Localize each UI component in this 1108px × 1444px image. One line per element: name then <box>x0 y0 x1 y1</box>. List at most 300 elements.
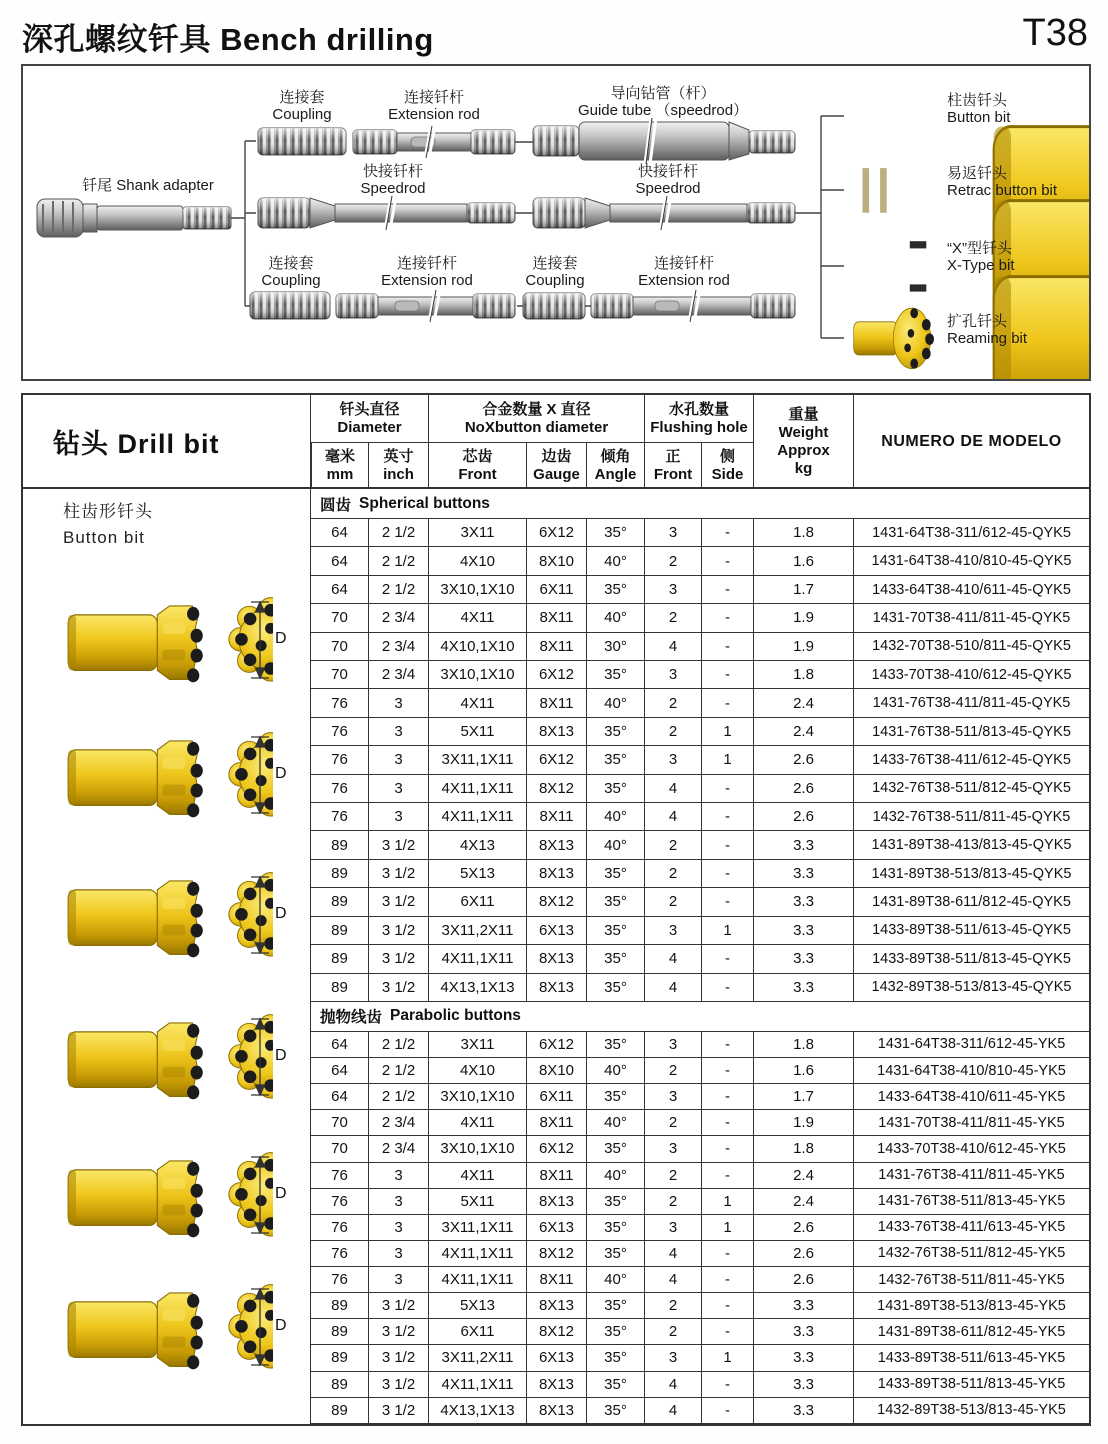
diameter-inch: 3 <box>368 1215 428 1241</box>
gauge-buttons: 8X13 <box>526 831 586 859</box>
flushing-side: - <box>701 1084 753 1110</box>
weight: 3.3 <box>753 1372 853 1398</box>
diameter-dimension-label: D <box>275 1047 287 1064</box>
angle: 35° <box>586 1189 644 1215</box>
flushing-side: - <box>701 945 753 973</box>
diameter-mm: 70 <box>311 1136 368 1162</box>
model-number: 1433-89T38-511/613-45-YK5 <box>853 1345 1089 1371</box>
section-spherical <box>311 489 1089 1002</box>
diameter-dimension-label: D <box>275 1185 287 1202</box>
diameter-inch: 3 <box>368 803 428 831</box>
front-buttons: 4X11,1X11 <box>428 1372 526 1398</box>
model-number: 1433-64T38-410/611-45-QYK5 <box>853 576 1089 604</box>
diameter-inch: 3 1/2 <box>368 860 428 888</box>
bit-figure <box>35 867 303 967</box>
table-row <box>311 1136 1089 1162</box>
flushing-front: 3 <box>644 1215 701 1241</box>
diameter-inch: 2 1/2 <box>368 1058 428 1084</box>
diameter-inch: 3 1/2 <box>368 1372 428 1398</box>
flushing-side: - <box>701 547 753 575</box>
flushing-side: 1 <box>701 1189 753 1215</box>
angle: 35° <box>586 519 644 547</box>
label-retrac-button-bit: 易返钎头 Retrac button bit <box>947 165 1058 199</box>
flushing-side: - <box>701 974 753 1002</box>
diameter-inch: 3 1/2 <box>368 831 428 859</box>
table-row <box>311 1398 1089 1424</box>
flushing-front: 4 <box>644 1398 701 1424</box>
gauge-buttons: 8X13 <box>526 1372 586 1398</box>
diameter-inch: 2 1/2 <box>368 519 428 547</box>
subheader-mm: 毫米 mm <box>311 443 368 489</box>
flushing-side: - <box>701 1241 753 1267</box>
diameter-mm: 76 <box>311 1189 368 1215</box>
table-row <box>311 1293 1089 1319</box>
flushing-front: 4 <box>644 803 701 831</box>
gauge-buttons: 6X12 <box>526 519 586 547</box>
front-buttons: 4X11,1X11 <box>428 1241 526 1267</box>
table-title: 钻头 Drill bit <box>53 428 220 459</box>
angle: 40° <box>586 689 644 717</box>
angle: 35° <box>586 746 644 774</box>
diameter-mm: 76 <box>311 718 368 746</box>
diameter-mm: 64 <box>311 519 368 547</box>
label-extension-rod-1: 连接钎杆 Extension rod <box>388 89 480 123</box>
model-number: 1432-76T38-511/812-45-YK5 <box>853 1241 1089 1267</box>
front-buttons: 3X10,1X10 <box>428 576 526 604</box>
gauge-buttons: 8X11 <box>526 803 586 831</box>
label-coupling-1: 连接套 Coupling <box>272 89 332 123</box>
angle: 35° <box>586 1241 644 1267</box>
table-row <box>311 746 1089 774</box>
front-buttons: 4X10 <box>428 1058 526 1084</box>
weight: 1.6 <box>753 547 853 575</box>
angle: 35° <box>586 1293 644 1319</box>
diameter-inch: 3 1/2 <box>368 974 428 1002</box>
table-row <box>311 1267 1089 1293</box>
weight: 3.3 <box>753 1319 853 1345</box>
model-number: 1433-70T38-410/612-45-QYK5 <box>853 661 1089 689</box>
flushing-front: 2 <box>644 1163 701 1189</box>
table-row <box>311 1345 1089 1371</box>
coupling-illustration-3 <box>523 293 585 319</box>
speedrod-illustration-2 <box>533 196 795 230</box>
table-row <box>311 945 1089 973</box>
section-header <box>311 489 1089 519</box>
flushing-front: 3 <box>644 576 701 604</box>
diameter-inch: 3 <box>368 1267 428 1293</box>
flushing-side: 1 <box>701 1215 753 1241</box>
model-number: 1433-89T38-511/613-45-QYK5 <box>853 917 1089 945</box>
label-guide-tube: 导向钻管（杆） Guide tube （speedrod） <box>577 85 749 119</box>
gauge-buttons: 8X12 <box>526 1241 586 1267</box>
weight: 3.3 <box>753 1398 853 1424</box>
weight: 1.8 <box>753 1032 853 1058</box>
diameter-mm: 70 <box>311 633 368 661</box>
weight: 1.8 <box>753 661 853 689</box>
front-buttons: 5X13 <box>428 860 526 888</box>
front-buttons: 3X10,1X10 <box>428 1136 526 1162</box>
weight: 1.8 <box>753 1136 853 1162</box>
button-bit-type-label: 柱齿形钎头 Button bit <box>63 502 153 547</box>
weight: 1.6 <box>753 1058 853 1084</box>
diameter-inch: 3 <box>368 746 428 774</box>
diameter-inch: 2 1/2 <box>368 576 428 604</box>
model-number: 1431-76T38-511/813-45-YK5 <box>853 1189 1089 1215</box>
angle: 35° <box>586 661 644 689</box>
diameter-mm: 89 <box>311 1372 368 1398</box>
diameter-dimension-label: D <box>275 1317 287 1334</box>
diameter-mm: 76 <box>311 1215 368 1241</box>
gauge-buttons: 6X12 <box>526 1136 586 1162</box>
coupling-illustration-1 <box>258 128 346 155</box>
diameter-mm: 89 <box>311 917 368 945</box>
table-row <box>311 576 1089 604</box>
angle: 35° <box>586 1215 644 1241</box>
weight: 2.6 <box>753 746 853 774</box>
bit-figure-art <box>35 1009 273 1105</box>
front-buttons: 3X11 <box>428 1032 526 1058</box>
front-buttons: 3X11,2X11 <box>428 917 526 945</box>
product-code: T38 <box>1022 12 1088 54</box>
front-buttons: 4X11,1X11 <box>428 1267 526 1293</box>
diameter-inch: 3 1/2 <box>368 1345 428 1371</box>
flushing-side: - <box>701 775 753 803</box>
flushing-front: 2 <box>644 1293 701 1319</box>
flushing-side: - <box>701 831 753 859</box>
label-extension-rod-3: 连接钎杆 Extension rod <box>638 255 730 289</box>
angle: 35° <box>586 718 644 746</box>
model-number: 1431-64T38-311/612-45-QYK5 <box>853 519 1089 547</box>
front-buttons: 3X11,1X11 <box>428 746 526 774</box>
table-row <box>311 1084 1089 1110</box>
flushing-side: - <box>701 803 753 831</box>
drill-bit-header-cell <box>23 395 310 489</box>
spec-data-column <box>311 395 1089 1424</box>
flushing-side: 1 <box>701 718 753 746</box>
angle: 40° <box>586 1110 644 1136</box>
front-buttons: 5X11 <box>428 1189 526 1215</box>
gauge-buttons: 8X11 <box>526 633 586 661</box>
flushing-side: - <box>701 860 753 888</box>
diameter-mm: 64 <box>311 1032 368 1058</box>
angle: 40° <box>586 1058 644 1084</box>
flushing-front: 4 <box>644 1241 701 1267</box>
flushing-front: 2 <box>644 1110 701 1136</box>
flushing-side: - <box>701 1032 753 1058</box>
diameter-inch: 3 <box>368 775 428 803</box>
label-shank-adapter: 钎尾 Shank adapter <box>82 177 214 194</box>
flushing-side: - <box>701 1267 753 1293</box>
angle: 40° <box>586 604 644 632</box>
weight: 1.7 <box>753 1084 853 1110</box>
front-buttons: 6X11 <box>428 888 526 916</box>
subheader-inch: 英寸 inch <box>368 443 428 489</box>
weight: 2.4 <box>753 689 853 717</box>
page-title <box>22 14 434 59</box>
angle: 35° <box>586 1398 644 1424</box>
gauge-buttons: 8X13 <box>526 1293 586 1319</box>
weight: 2.4 <box>753 718 853 746</box>
table-row <box>311 1110 1089 1136</box>
gauge-buttons: 6X12 <box>526 1032 586 1058</box>
model-number: 1432-76T38-511/811-45-YK5 <box>853 1267 1089 1293</box>
table-row <box>311 974 1089 1002</box>
weight: 2.6 <box>753 775 853 803</box>
angle: 35° <box>586 576 644 604</box>
front-buttons: 3X11,2X11 <box>428 1345 526 1371</box>
angle: 35° <box>586 860 644 888</box>
diameter-inch: 3 <box>368 1189 428 1215</box>
flushing-side: - <box>701 576 753 604</box>
model-number: 1431-76T38-411/811-45-YK5 <box>853 1163 1089 1189</box>
model-number: 1433-76T38-411/612-45-QYK5 <box>853 746 1089 774</box>
weight: 3.3 <box>753 860 853 888</box>
flushing-side: - <box>701 1110 753 1136</box>
flushing-side: - <box>701 633 753 661</box>
flushing-side: - <box>701 689 753 717</box>
diameter-inch: 3 1/2 <box>368 888 428 916</box>
front-buttons: 4X13 <box>428 831 526 859</box>
coupling-illustration-2 <box>250 292 330 319</box>
flushing-front: 3 <box>644 661 701 689</box>
table-row <box>311 604 1089 632</box>
front-buttons: 3X10,1X10 <box>428 1084 526 1110</box>
front-buttons: 4X10,1X10 <box>428 633 526 661</box>
flushing-side: - <box>701 1058 753 1084</box>
model-number: 1432-76T38-511/812-45-QYK5 <box>853 775 1089 803</box>
front-buttons: 4X11 <box>428 689 526 717</box>
model-number: 1431-89T38-513/813-45-QYK5 <box>853 860 1089 888</box>
bit-figure-art <box>35 1279 273 1375</box>
weight: 3.3 <box>753 888 853 916</box>
gauge-buttons: 8X11 <box>526 604 586 632</box>
angle: 35° <box>586 1372 644 1398</box>
table-row <box>311 718 1089 746</box>
flushing-front: 4 <box>644 974 701 1002</box>
table-row <box>311 633 1089 661</box>
gauge-buttons: 6X11 <box>526 1084 586 1110</box>
angle: 35° <box>586 888 644 916</box>
flushing-side: - <box>701 1372 753 1398</box>
header-weight: 重量 Weight Approx kg <box>753 395 853 489</box>
flushing-front: 2 <box>644 547 701 575</box>
flushing-front: 2 <box>644 604 701 632</box>
flushing-side: - <box>701 1163 753 1189</box>
table-row <box>311 1241 1089 1267</box>
angle: 35° <box>586 1084 644 1110</box>
flushing-front: 4 <box>644 1372 701 1398</box>
label-reaming-bit: 扩孔钎头 Reaming bit <box>947 313 1028 347</box>
diameter-inch: 3 <box>368 1241 428 1267</box>
label-coupling-3: 连接套 Coupling <box>525 255 585 289</box>
diameter-inch: 2 1/2 <box>368 1032 428 1058</box>
flushing-side: - <box>701 1293 753 1319</box>
flushing-front: 3 <box>644 917 701 945</box>
diameter-inch: 2 3/4 <box>368 661 428 689</box>
diameter-inch: 3 <box>368 718 428 746</box>
bit-figure-art <box>35 867 273 963</box>
model-number: 1432-70T38-510/811-45-QYK5 <box>853 633 1089 661</box>
model-number: 1432-76T38-511/811-45-QYK5 <box>853 803 1089 831</box>
reaming-bit-illustration <box>854 308 934 368</box>
diameter-mm: 64 <box>311 576 368 604</box>
front-buttons: 5X13 <box>428 1293 526 1319</box>
bit-figure-art <box>35 1147 273 1243</box>
table-row <box>311 547 1089 575</box>
model-number: 1431-64T38-410/810-45-QYK5 <box>853 547 1089 575</box>
gauge-buttons: 8X13 <box>526 974 586 1002</box>
gauge-buttons: 8X13 <box>526 945 586 973</box>
diameter-mm: 76 <box>311 1241 368 1267</box>
diameter-mm: 89 <box>311 860 368 888</box>
front-buttons: 3X10,1X10 <box>428 661 526 689</box>
flushing-side: 1 <box>701 746 753 774</box>
model-number: 1433-76T38-411/613-45-YK5 <box>853 1215 1089 1241</box>
flushing-side: - <box>701 1136 753 1162</box>
diameter-mm: 89 <box>311 888 368 916</box>
extension-rod-illustration-1 <box>353 126 515 158</box>
gauge-buttons: 8X10 <box>526 1058 586 1084</box>
flushing-front: 2 <box>644 831 701 859</box>
section-label-zh: 抛物线齿 <box>320 1009 383 1027</box>
model-number: 1431-89T38-611/812-45-YK5 <box>853 1319 1089 1345</box>
flushing-front: 3 <box>644 1032 701 1058</box>
front-buttons: 4X11,1X11 <box>428 775 526 803</box>
diameter-inch: 3 1/2 <box>368 1319 428 1345</box>
label-speedrod-1: 快接钎杆 Speedrod <box>360 163 426 197</box>
weight: 3.3 <box>753 917 853 945</box>
angle: 35° <box>586 1136 644 1162</box>
subheader-front: 芯齿 Front <box>428 443 526 489</box>
front-buttons: 3X11,1X11 <box>428 1215 526 1241</box>
diameter-inch: 2 3/4 <box>368 1136 428 1162</box>
diameter-mm: 76 <box>311 775 368 803</box>
weight: 2.6 <box>753 1241 853 1267</box>
table-header <box>311 395 1089 489</box>
gauge-buttons: 6X11 <box>526 576 586 604</box>
diameter-mm: 89 <box>311 945 368 973</box>
model-number: 1431-70T38-411/811-45-YK5 <box>853 1110 1089 1136</box>
label-speedrod-2: 快接钎杆 Speedrod <box>635 163 701 197</box>
angle: 35° <box>586 945 644 973</box>
diameter-mm: 89 <box>311 1345 368 1371</box>
flushing-side: - <box>701 604 753 632</box>
table-body <box>311 489 1089 1424</box>
header-model-number: NUMERO DE MODELO <box>853 395 1089 489</box>
flushing-front: 3 <box>644 1084 701 1110</box>
front-buttons: 4X13,1X13 <box>428 1398 526 1424</box>
gauge-buttons: 8X10 <box>526 547 586 575</box>
diameter-mm: 76 <box>311 746 368 774</box>
weight: 1.8 <box>753 519 853 547</box>
angle: 40° <box>586 831 644 859</box>
flushing-front: 3 <box>644 1345 701 1371</box>
gauge-buttons: 6X13 <box>526 1215 586 1241</box>
table-row <box>311 661 1089 689</box>
diameter-mm: 64 <box>311 1084 368 1110</box>
model-number: 1431-89T38-513/813-45-YK5 <box>853 1293 1089 1319</box>
flushing-front: 4 <box>644 633 701 661</box>
table-row <box>311 1163 1089 1189</box>
table-row <box>311 917 1089 945</box>
angle: 40° <box>586 1267 644 1293</box>
table-row <box>311 1215 1089 1241</box>
section-label-en: Spherical buttons <box>359 494 490 512</box>
gauge-buttons: 8X13 <box>526 1398 586 1424</box>
weight: 3.3 <box>753 1293 853 1319</box>
gauge-buttons: 8X11 <box>526 1163 586 1189</box>
flushing-side: 1 <box>701 1345 753 1371</box>
label-coupling-2: 连接套 Coupling <box>261 255 321 289</box>
page-title-zh: 深孔螺纹钎具 <box>22 22 211 57</box>
diameter-mm: 89 <box>311 1319 368 1345</box>
front-buttons: 4X13,1X13 <box>428 974 526 1002</box>
front-buttons: 4X11,1X11 <box>428 945 526 973</box>
angle: 40° <box>586 1163 644 1189</box>
flushing-front: 2 <box>644 1319 701 1345</box>
weight: 3.3 <box>753 831 853 859</box>
weight: 1.9 <box>753 604 853 632</box>
section-label-zh: 圆齿 <box>320 496 352 514</box>
diameter-inch: 3 1/2 <box>368 1398 428 1424</box>
angle: 35° <box>586 974 644 1002</box>
model-number: 1431-89T38-611/812-45-QYK5 <box>853 888 1089 916</box>
section-header <box>311 1002 1089 1032</box>
flushing-front: 4 <box>644 775 701 803</box>
bit-figure-art <box>35 727 273 823</box>
table-row <box>311 775 1089 803</box>
weight: 3.3 <box>753 974 853 1002</box>
diameter-mm: 70 <box>311 1110 368 1136</box>
page-title-en: Bench drilling <box>220 22 434 57</box>
front-buttons: 3X11 <box>428 519 526 547</box>
diameter-mm: 76 <box>311 803 368 831</box>
model-number: 1431-76T38-411/811-45-QYK5 <box>853 689 1089 717</box>
flushing-side: - <box>701 661 753 689</box>
table-row <box>311 1058 1089 1084</box>
table-row <box>311 803 1089 831</box>
section-label-en: Parabolic buttons <box>390 1007 521 1025</box>
model-number: 1431-89T38-413/813-45-QYK5 <box>853 831 1089 859</box>
gauge-buttons: 6X13 <box>526 1345 586 1371</box>
model-number: 1433-89T38-511/813-45-QYK5 <box>853 945 1089 973</box>
table-row <box>311 888 1089 916</box>
gauge-buttons: 8X12 <box>526 1319 586 1345</box>
angle: 35° <box>586 917 644 945</box>
flushing-front: 2 <box>644 718 701 746</box>
front-buttons: 4X11 <box>428 1110 526 1136</box>
front-buttons: 4X11 <box>428 604 526 632</box>
angle: 40° <box>586 547 644 575</box>
flushing-front: 4 <box>644 1267 701 1293</box>
diameter-dimension-label: D <box>275 905 287 922</box>
diameter-mm: 89 <box>311 974 368 1002</box>
front-buttons: 4X10 <box>428 547 526 575</box>
diameter-inch: 3 <box>368 689 428 717</box>
table-row <box>311 689 1089 717</box>
header-flushing-hole: 水孔数量 Flushing hole <box>644 395 753 443</box>
diameter-inch: 3 1/2 <box>368 1293 428 1319</box>
front-buttons: 4X11 <box>428 1163 526 1189</box>
diameter-mm: 89 <box>311 1398 368 1424</box>
model-number: 1433-70T38-410/612-45-YK5 <box>853 1136 1089 1162</box>
assembly-diagram <box>21 64 1091 381</box>
angle: 30° <box>586 633 644 661</box>
weight: 3.3 <box>753 1345 853 1371</box>
model-number: 1433-89T38-511/813-45-YK5 <box>853 1372 1089 1398</box>
drill-bit-spec-table <box>21 393 1091 1426</box>
flushing-side: - <box>701 1319 753 1345</box>
